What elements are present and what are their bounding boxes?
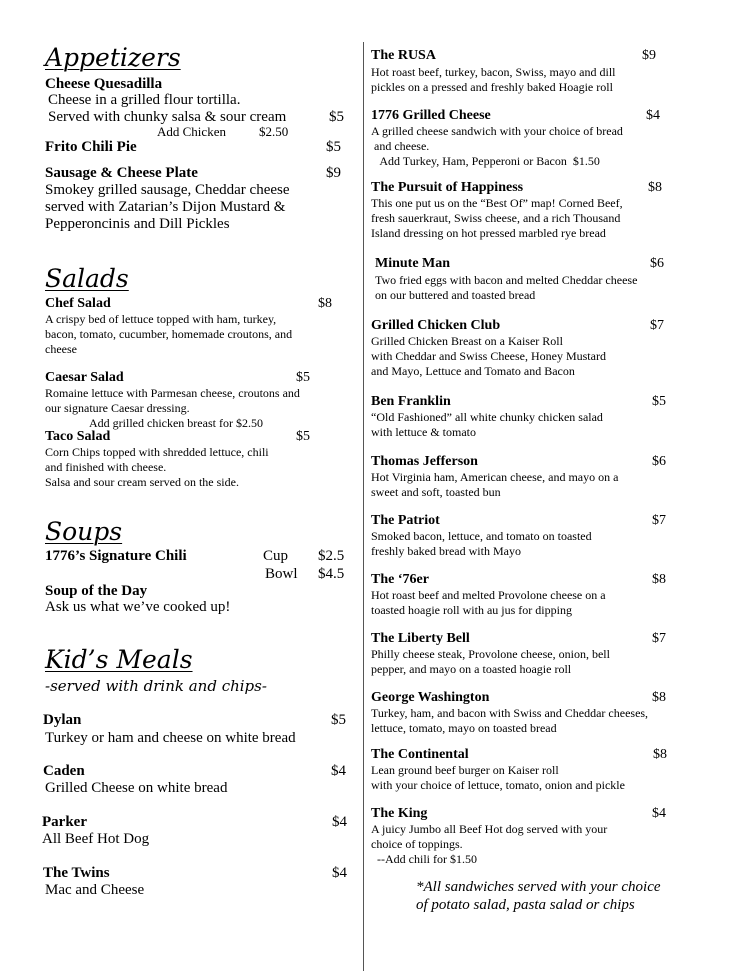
- item-name: The Liberty Bell: [371, 631, 470, 646]
- cup-label: Cup: [263, 548, 289, 564]
- item-description: Corn Chips topped with shredded lettuce, chili and finished with cheese. Salsa and sour cream served on the side.: [45, 445, 269, 489]
- section-title-salads: Salads: [45, 264, 129, 293]
- item-name: 1776’s Signature Chili: [45, 548, 187, 564]
- section-title-kids-meals: Kid’s Meals: [45, 645, 193, 674]
- item-description: “Old Fashioned” all white chunky chicken salad with lettuce & tomato: [371, 410, 603, 439]
- item-description: Grilled Cheese on white bread: [45, 780, 228, 796]
- item-name: The ‘76er: [371, 572, 429, 587]
- section-title-soups: Soups: [45, 517, 123, 546]
- item-description: Philly cheese steak, Provolone cheese, onion, bell pepper, and mayo on a toasted hoagie roll: [371, 647, 610, 676]
- item-description: A grilled cheese sandwich with your choice of bread and cheese. Add Turkey, Ham, Pepperoni or Bacon $1.50: [371, 124, 623, 168]
- item-name: George Washington: [371, 690, 490, 705]
- item-description: Hot roast beef, turkey, bacon, Swiss, mayo and dill pickles on a pressed and freshly baked Hoagie roll: [371, 65, 616, 94]
- item-price: $5: [326, 139, 341, 155]
- item-price: $4: [331, 763, 346, 779]
- item-price: $5: [331, 712, 346, 728]
- item-description: This one put us on the “Best Of” map! Corned Beef, fresh sauerkraut, Swiss cheese, and a rich Thousand Island dressing on hot pressed marbled rye bread: [371, 196, 623, 240]
- item-name: The Pursuit of Happiness: [371, 180, 524, 195]
- item-price: $6: [652, 454, 666, 469]
- item-description: Smokey grilled sausage, Cheddar cheese served with Zatarian’s Dijon Mustard & Pepperoncinis and Dill Pickles: [45, 182, 290, 232]
- item-price: $7: [652, 631, 666, 646]
- item-name: Cheese Quesadilla: [45, 76, 163, 92]
- item-name: Chef Salad: [45, 296, 111, 311]
- item-price: $4: [652, 806, 666, 821]
- item-name: Caesar Salad: [45, 370, 124, 385]
- item-price: $7: [652, 513, 666, 528]
- item-description: Mac and Cheese: [45, 882, 145, 898]
- item-description: Ask us what we’ve cooked up!: [45, 599, 231, 615]
- item-price: $5: [329, 109, 344, 125]
- item-price: $8: [648, 180, 662, 195]
- item-description: All Beef Hot Dog: [42, 831, 150, 847]
- item-description: Hot Virginia ham, American cheese, and mayo on a sweet and soft, toasted bun: [371, 470, 619, 499]
- item-name: The Twins: [43, 865, 110, 881]
- cup-price: $2.5: [318, 548, 345, 564]
- sandwich-sides-note: *All sandwiches served with your choice of potato salad, pasta salad or chips: [416, 879, 661, 913]
- item-price: $8: [652, 690, 666, 705]
- item-name: Soup of the Day: [45, 583, 148, 599]
- item-description: A juicy Jumbo all Beef Hot dog served with your choice of toppings. --Add chili for $1.50: [371, 822, 608, 866]
- bowl-label: Bowl: [265, 566, 298, 582]
- section-title-appetizers: Appetizers: [45, 43, 181, 72]
- item-name: Frito Chili Pie: [45, 139, 137, 155]
- item-price: $7: [650, 318, 664, 333]
- item-description: Hot roast beef and melted Provolone cheese on a toasted hoagie roll with au jus for dipping: [371, 588, 606, 617]
- item-name: The King: [371, 806, 428, 821]
- item-price: $9: [642, 48, 656, 63]
- item-name: Taco Salad: [45, 429, 111, 444]
- item-price: $8: [318, 296, 332, 311]
- item-name: Minute Man: [375, 256, 451, 271]
- item-name: The RUSA: [371, 48, 436, 63]
- item-description: Two fried eggs with bacon and melted Cheddar cheese on our buttered and toasted bread: [375, 273, 638, 302]
- item-name: Caden: [43, 763, 85, 779]
- item-description: Grilled Chicken Breast on a Kaiser Roll with Cheddar and Swiss Cheese, Honey Mustard and Mayo, Lettuce and Tomato and Bacon: [371, 334, 606, 378]
- item-description: A crispy bed of lettuce topped with ham, turkey, bacon, tomato, cucumber, homemade croutons, and cheese: [45, 312, 293, 356]
- item-description: Lean ground beef burger on Kaiser roll with your choice of lettuce, tomato, onion and pickle: [371, 763, 625, 792]
- item-description: Cheese in a grilled flour tortilla. Served with chunky salsa & sour cream: [48, 92, 287, 125]
- item-description: Romaine lettuce with Parmesan cheese, croutons and our signature Caesar dressing. Add grilled chicken breast for $2.50: [45, 386, 300, 430]
- item-price: $4: [332, 814, 347, 830]
- item-addon: Add Chicken: [157, 124, 226, 139]
- item-name: Sausage & Cheese Plate: [45, 165, 198, 181]
- item-name: 1776 Grilled Cheese: [371, 108, 491, 123]
- item-price: $5: [296, 429, 310, 444]
- item-price: $8: [652, 572, 666, 587]
- item-description: Smoked bacon, lettuce, and tomato on toasted freshly baked bread with Mayo: [371, 529, 592, 558]
- item-price: $5: [296, 370, 310, 385]
- item-name: Dylan: [43, 712, 82, 728]
- item-price: $4: [332, 865, 347, 881]
- item-name: Parker: [42, 814, 87, 830]
- item-addon-price: $2.50: [259, 124, 289, 139]
- item-name: Grilled Chicken Club: [371, 318, 501, 333]
- item-price: $9: [326, 165, 341, 181]
- item-price: $8: [653, 747, 667, 762]
- item-price: $6: [650, 256, 664, 271]
- item-price: $4: [646, 108, 660, 123]
- item-price: $5: [652, 394, 666, 409]
- item-description: Turkey, ham, and bacon with Swiss and Cheddar cheeses, lettuce, tomato, mayo on toasted bread: [371, 706, 649, 735]
- item-name: Thomas Jefferson: [371, 454, 478, 469]
- column-divider: [363, 42, 364, 971]
- bowl-price: $4.5: [318, 566, 345, 582]
- item-description: Turkey or ham and cheese on white bread: [45, 730, 296, 746]
- item-name: The Continental: [371, 747, 469, 762]
- item-name: Ben Franklin: [371, 394, 451, 409]
- item-name: The Patriot: [371, 513, 440, 528]
- section-subtitle: -served with drink and chips-: [45, 677, 267, 695]
